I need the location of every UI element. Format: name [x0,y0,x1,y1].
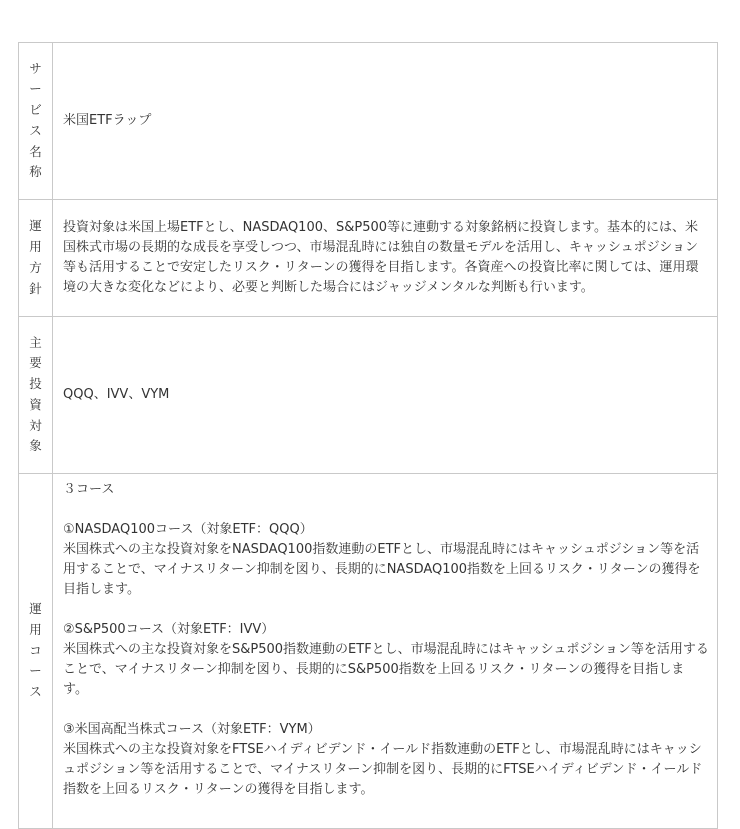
policy-value: 投資対象は米国上場ETFとし、NASDAQ100、S&P500等に連動する対象銘柄に投資します。基本的には、米国株式市場の長期的な成長を享受しつつ、市場混乱時には独自の数量モデルを活用し、キャッシュポジション等も活用することで安定したリスク・リターンの獲得を目指します。各資産への投資比率に関しては、運用環境の大きな変化などにより、必要と判断した場合にはジャッジメンタルな判断も行います。 [63,220,699,295]
service-name-label: サービス名称 [29,60,42,180]
course-1-description: 米国株式への主な投資対象をNASDAQ100指数連動のETFとし、市場混乱時にはキャッシュポジション等を活用することで、マイナスリターン抑制を図り、長期的にNASDAQ100指数を上回るリスク・リターンの獲得を目指します。 [63,542,701,597]
policy-label: 運用方針 [29,218,42,296]
course-intro: ３コース [63,482,115,497]
target-label-cell [19,317,53,474]
course-1-title: ①NASDAQ100コース（対象ETF：QQQ） [63,522,313,537]
course-label: 運用コース [29,600,42,700]
course-value-cell [53,474,718,829]
spacer [63,600,709,620]
product-info-table-wrapper [18,42,718,829]
course-3-title: ③米国高配当株式コース（対象ETF：VYM） [63,722,321,737]
spacer [63,500,709,520]
target-label: 主要投資対象 [29,334,42,454]
product-info-table [18,42,718,829]
row-main-investment-target [19,317,718,474]
course-2-description: 米国株式への主な投資対象をS&P500指数連動のETFとし、市場混乱時にはキャッシュポジション等を活用することで、マイナスリターン抑制を図り、長期的にS&P500指数を上回るリスク・リターンの獲得を目指します。 [63,642,709,697]
service-name-value: 米国ETFラップ [63,113,152,128]
target-value-cell [53,317,718,474]
service-name-value-cell [53,43,718,200]
course-3-description: 米国株式への主な投資対象をFTSEハイディビデンド・イールド指数連動のETFとし、市場混乱時にはキャッシュポジション等を活用することで、マイナスリターン抑制を図り、長期的にFTSEハイディビデンド・イールド指数を上回るリスク・リターンの獲得を目指します。 [63,742,703,797]
course-2-title: ②S&P500コース（対象ETF：IVV） [63,622,275,637]
policy-value-cell [53,200,718,317]
course-label-cell [19,474,53,829]
row-service-name [19,43,718,200]
policy-label-cell [19,200,53,317]
service-name-label-cell [19,43,53,200]
target-value: QQQ、IVV、VYM [63,387,170,402]
spacer [63,700,709,720]
row-investment-policy [19,200,718,317]
row-investment-course [19,474,718,829]
